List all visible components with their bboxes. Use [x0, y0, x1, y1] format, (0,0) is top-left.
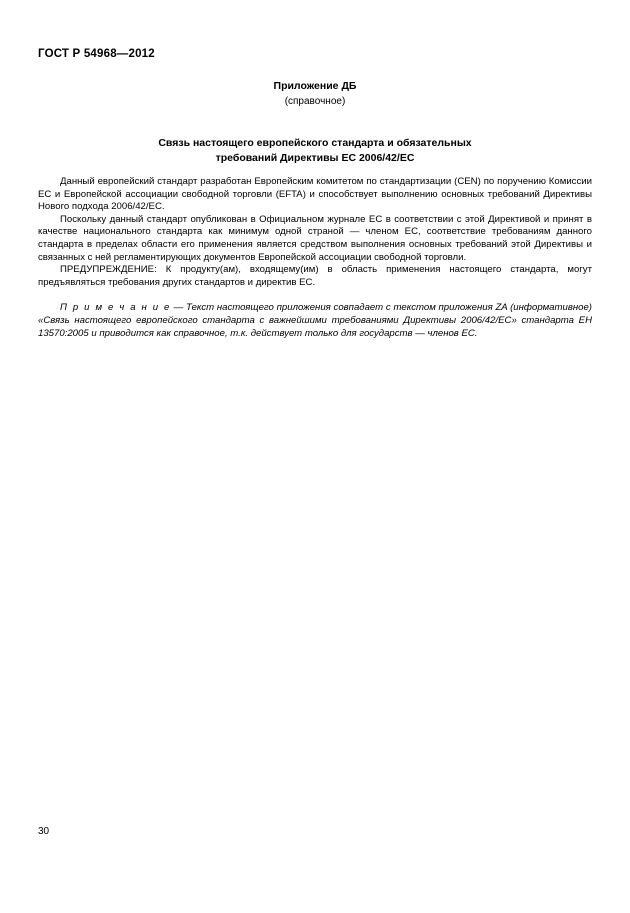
section-title: [38, 136, 592, 166]
page-number: 30: [38, 826, 50, 837]
paragraph: ПРЕДУПРЕЖДЕНИЕ: К продукту(ам), входящему(им) в область применения настоящего стандарта, могут предъявляться требования других стандартов и директив ЕС.: [38, 264, 592, 288]
note-block: [38, 302, 592, 340]
annex-title: Приложение ДБ: [273, 80, 357, 92]
note-label: П р и м е ч а н и е: [60, 302, 171, 314]
page-content: [38, 0, 592, 913]
paragraph: Данный европейский стандарт разработан Европейским комитетом по стандартизации (CEN) по поручению Комиссии ЕС и Европейской ассоциации свободной торговли (EFTA) и способствует выполнению основных требований Директивы Нового подхода 2006/42/ЕС.: [38, 176, 592, 213]
note-text: — Текст настоящего приложения совпадает с текстом приложения ZA (информативное) «Связь настоящего европейского стандарта с важнейшими требованиями Директивы 2006/42/ЕС» стандарта ЕН 13570:2005 и приводится как справочное, т.к. действует только для государств — членов ЕС.: [38, 302, 592, 339]
section-title-line-1: Связь настоящего европейского стандарта и обязательных: [158, 137, 472, 149]
annex-subtitle: (справочное): [284, 96, 346, 107]
standard-number-header: ГОСТ Р 54968—2012: [38, 48, 155, 60]
section-title-line-2: требований Директивы ЕС 2006/42/ЕС: [215, 152, 415, 164]
paragraph: Поскольку данный стандарт опубликован в Официальном журнале ЕС в соответствии с этой Директивой и принят в качестве национального стандарта как минимум одной страной — членом ЕС, соответствие требованиям данного стандарта в пределах области его применения является средством выполнения основных требований этой Директивы и связанных с ней регламентирующих документов Европейской ассоциации свободной торговли.: [38, 213, 592, 263]
body-text: [38, 176, 592, 350]
